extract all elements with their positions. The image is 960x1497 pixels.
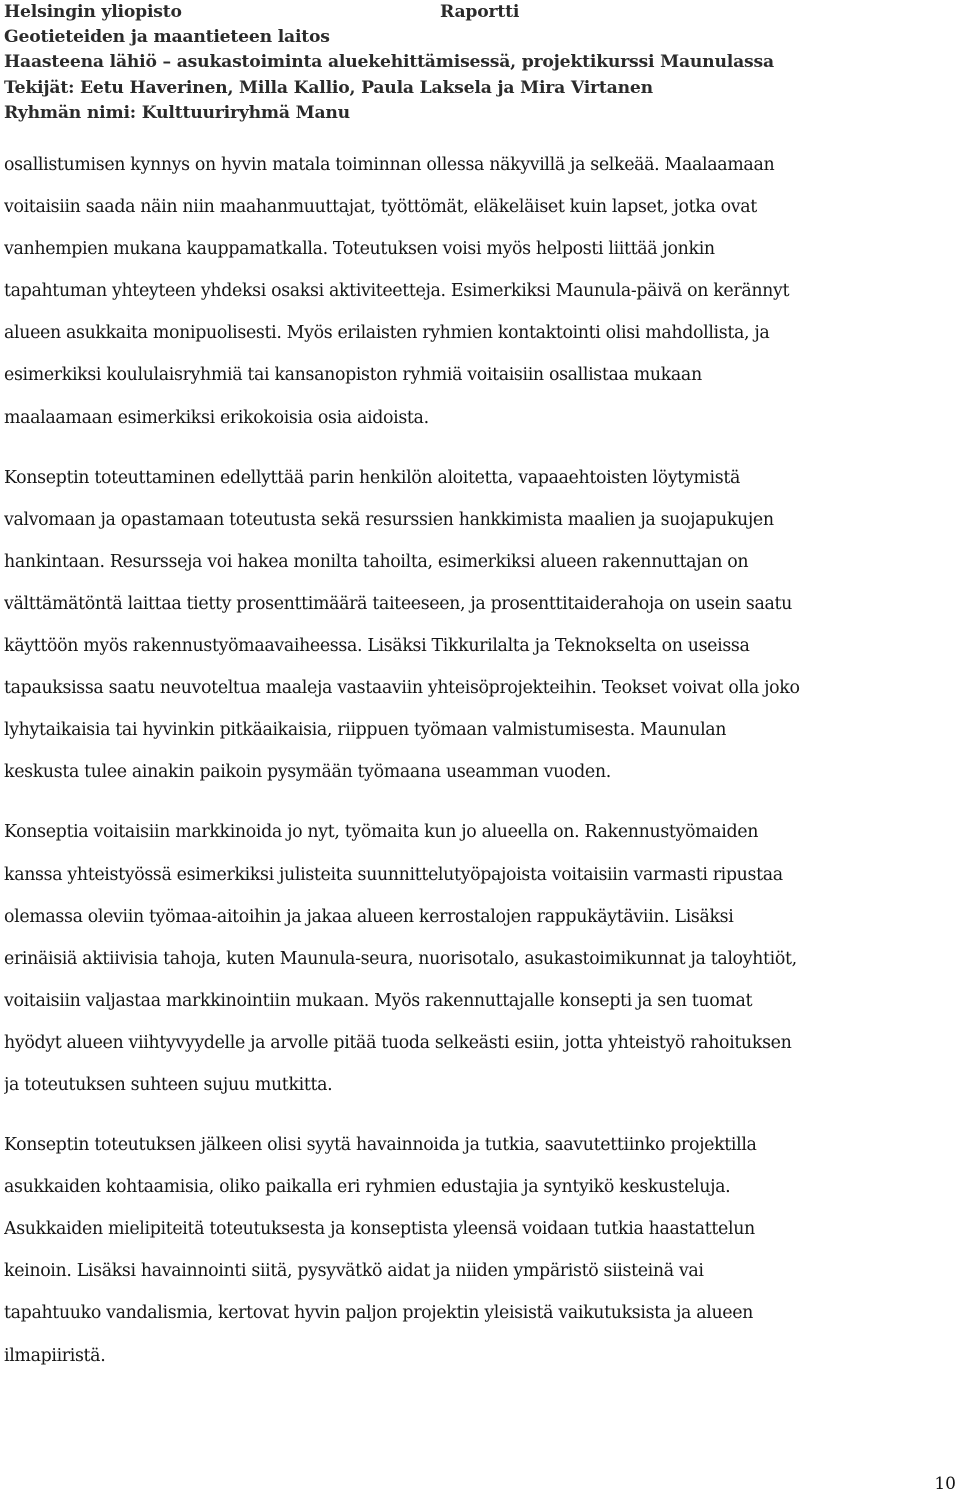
paragraph [4,811,956,1106]
header-line-institution [4,0,954,25]
paragraph [4,1124,956,1377]
paragraph-gap [4,1106,956,1124]
paragraph-gap [4,439,956,457]
paragraph-line: hankintaan. Resursseja voi hakea monilta tahoilta, esimerkiksi alueen rakennuttajan on [4,551,749,572]
document-type: Raportti [440,2,520,22]
page-number: 10 [934,1474,956,1494]
paragraph-line: vanhempien mukana kauppamatkalla. Toteutuksen voisi myös helposti liittää jonkin [4,239,715,260]
paragraph-line: maalaamaan esimerkiksi erikokoisia osia aidoista. [4,407,429,428]
paragraph-line: Konseptin toteuttaminen edellyttää parin henkilön aloitetta, vapaaehtoisten löytymistä [4,467,740,488]
paragraph-line: lyhytaikaisia tai hyvinkin pitkäaikaisia, riippuen työmaan valmistumisesta. Maunulan [4,720,727,741]
paragraph-line: voitaisiin saada näin niin maahanmuuttajat, työttömät, eläkeläiset kuin lapset, jotka ovat [4,197,757,218]
paragraph-line: olemassa oleviin työmaa-aitoihin ja jakaa alueen kerrostalojen rappukäytäviin. Lisäksi [4,906,734,927]
paragraph-line: välttämätöntä laittaa tietty prosenttimäärä taiteeseen, ja prosenttitaiderahoja on usein saatu [4,593,792,614]
paragraph-line: tapahtuuko vandalismia, kertovat hyvin paljon projektin yleisistä vaikutuksista ja alueen [4,1303,754,1324]
paragraph-line: voitaisiin valjastaa markkinointiin mukaan. Myös rakennuttajalle konsepti ja sen tuomat [4,990,753,1011]
institution-name: Helsingin yliopisto [4,2,182,22]
paragraph-line: alueen asukkaita monipuolisesti. Myös erilaisten ryhmien kontaktointi olisi mahdollista, ja [4,323,770,344]
department-name: Geotieteiden ja maantieteen laitos [4,27,330,48]
paragraph-line: ja toteutuksen suhteen sujuu mutkitta. [4,1074,333,1095]
group-name: Ryhmän nimi: Kulttuuriryhmä Manu [4,102,350,123]
paragraph-line: asukkaiden kohtaamisia, oliko paikalla eri ryhmien edustajia ja syntyikö keskusteluja. [4,1177,731,1198]
paragraph-line: Konseptin toteutuksen jälkeen olisi syytä havainnoida ja tutkia, saavutettiinko projektilla [4,1135,757,1156]
authors-line: Tekijät: Eetu Haverinen, Milla Kallio, Paula Laksela ja Mira Virtanen [4,77,653,98]
paragraph-line: erinäisiä aktiivisia tahoja, kuten Maunula-seura, nuorisotalo, asukastoimikunnat ja taloyhtiöt, [4,948,797,969]
paragraph-line: tapahtuman yhteyteen yhdeksi osaksi aktiviteetteja. Esimerkiksi Maunula-päivä on kerännyt [4,281,790,302]
paragraph-line: keinoin. Lisäksi havainnointi siitä, pysyvätkö aidat ja niiden ympäristö siisteinä vai [4,1261,704,1282]
paragraph [4,457,956,794]
paragraph-line: Konseptia voitaisiin markkinoida jo nyt, työmaita kun jo alueella on. Rakennustyömaiden [4,822,759,843]
course-title: Haasteena lähiö – asukastoiminta aluekehittämisessä, projektikurssi Maunulassa [4,52,774,73]
paragraph-line: valvomaan ja opastamaan toteutusta sekä resurssien hankkimista maalien ja suojapukujen [4,509,774,530]
report-header [4,0,954,126]
paragraph-line: tapauksissa saatu neuvoteltua maaleja vastaaviin yhteisöprojekteihin. Teokset voivat olla joko [4,678,800,699]
paragraph-line: Asukkaiden mielipiteitä toteutuksesta ja konseptista yleensä voidaan tutkia haastattelun [4,1219,755,1240]
paragraph-gap [4,793,956,811]
paragraph-line: käyttöön myös rakennustyömaavaiheessa. Lisäksi Tikkurilalta ja Teknokselta on useissa [4,636,750,657]
paragraph [4,144,956,439]
paragraph-line: keskusta tulee ainakin paikoin pysymään työmaana useamman vuoden. [4,762,611,783]
paragraph-line: osallistumisen kynnys on hyvin matala toiminnan ollessa näkyvillä ja selkeää. Maalaamaan [4,155,775,175]
paragraph-line: ilmapiiristä. [4,1345,106,1366]
report-body [4,144,956,1377]
paragraph-line: hyödyt alueen viihtyvyydelle ja arvolle pitää tuoda selkeästi esiin, jotta yhteistyö rahoituksen [4,1032,792,1053]
paragraph-line: kanssa yhteistyössä esimerkiksi julisteita suunnittelutyöpajoista voitaisiin varmasti ripustaa [4,864,783,885]
paragraph-line: esimerkiksi koululaisryhmiä tai kansanopiston ryhmiä voitaisiin osallistaa mukaan [4,365,702,386]
